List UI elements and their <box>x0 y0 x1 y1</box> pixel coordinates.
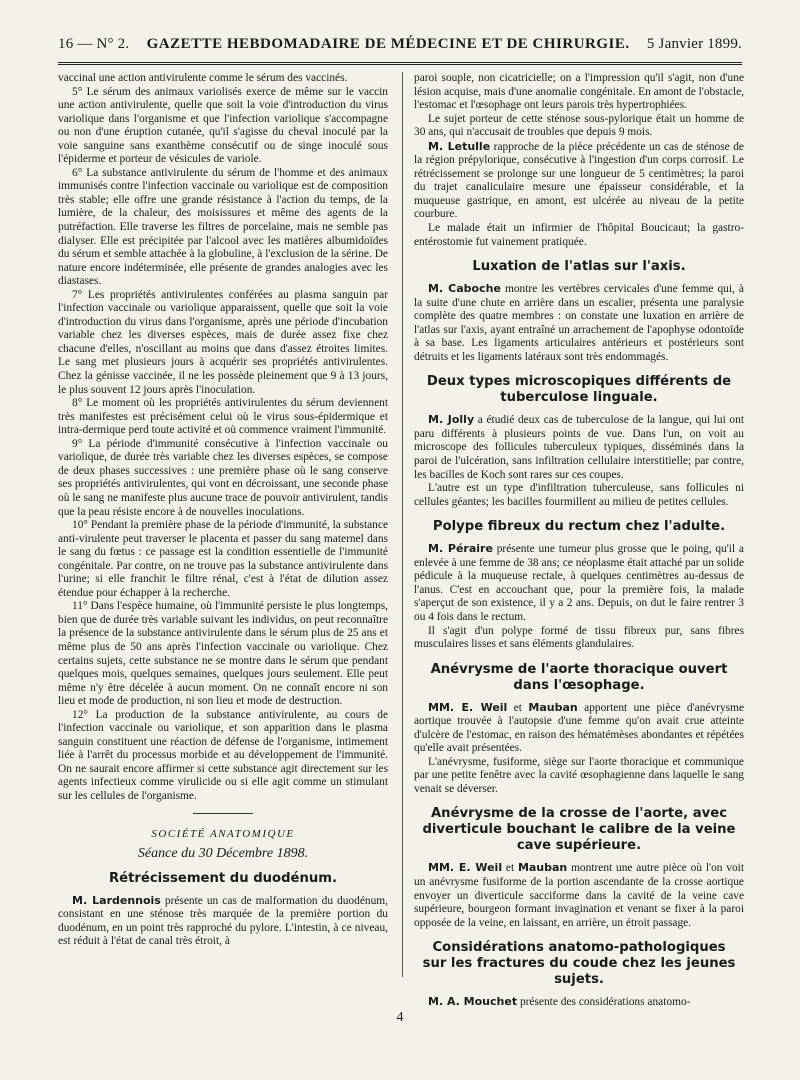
section-title-anevrysme-thoracique: Anévrysme de l'aorte thoracique ouvert dans l'œsophage. <box>430 661 728 693</box>
paragraph-duodenum: M. Lardennois présente un cas de malformation du duodénum, consistant en une sténose très marquée de la première portion du duodénum, en un point très rapproché du pylore. L'intestin, à ce niveau, est réduit à l'état de canal très étroit, à <box>58 893 388 948</box>
paragraph-7: 7° Les propriétés antivirulentes conférées au plasma sanguin par l'infection vaccinale ou variolique apparaissent, quelle que soit la voie d'introduction du virus dans l'organisme, après une période d'incubation variable chez les diverses espèces, mais de durée assez fixe chez chacune d'elles, n'oscillant au moins que dans d'assez étroites limites. Le sang met plusieurs jours à acquérir ses propriétés antivirulentes. Chez la génisse vaccinée, il ne les possède pleinement que 9 à 13 jours, le plus souvent 12 jours après l'inoculation. <box>58 288 388 396</box>
paragraph-11: 11° Dans l'espèce humaine, où l'immunité persiste le plus longtemps, bien que de durée très variable suivant les individus, on peut reconnaître la présence de la substance antivirulente dans le sérum plus de 25 ans et même plus de 50 ans après l'infection vaccinale ou variolique. Chez certains sujets, cette substance ne se montre dans le sérum que pendant quelques mois, quelques semaines, quelques jours seulement. Elle peut même n'y être décelée à aucun moment. On ne connaît encore ni son lieu et mode de production, ni son lieu et mode de destruction. <box>58 600 388 708</box>
author-name: MM. E. Weil <box>428 700 508 714</box>
column-divider <box>402 72 403 977</box>
paragraph-tuberculose-2: L'autre est un type d'infiltration tuberculeuse, sans follicules ni cellules géantes; les bacilles fourmillent au milieu de petites cellules. <box>414 482 744 508</box>
paragraph-10: 10° Pendant la première phase de la période d'immunité, la substance anti-virulente peut traverser le placenta et passer du sang maternel dans le sang du fœtus : ce passage est la condition essentielle de l'immunité congénitale. Par contre, on ne trouve pas la substance antivirulente dans l'urine; si elle franchit le filtre rénal, c'est à l'état de dilution assez étendue pour échapper à la recherche. <box>58 519 388 599</box>
section-title-atlas: Luxation de l'atlas sur l'axis. <box>472 259 686 275</box>
right-column <box>414 72 744 1027</box>
section-divider <box>193 813 253 814</box>
paragraph-tuberculose: M. Jolly a étudié deux cas de tuberculose de la langue, qui lui ont paru différents à plusieurs points de vue. Dans l'un, on voit au microscope des follicules tuberculeux typiques, disséminés dans la paroi de l'ulcération, sans infiltration cellulaire interstitielle; par contre, les bacilles de Koch sont rares sur ces coupes. <box>414 413 744 481</box>
paragraph-atlas: M. Caboche montre les vertèbres cervicales d'une femme qui, à la suite d'une chute en arrière dans un escalier, présenta une paralysie complète des quatre membres : on constate une luxation en arrière de l'atlas sur l'axis, ayant entraîné un arrachement de l'apophyse odontoïde à sa base. Les ligaments articulaires antérieurs et postérieurs sont détruits et les ligaments latéraux sont très endommagés. <box>414 282 744 363</box>
journal-title: GAZETTE HEBDOMADAIRE DE MÉDECINE ET DE CHIRURGIE. <box>146 36 630 52</box>
header-rule <box>58 62 742 65</box>
paragraph-duodenum-subject: Le sujet porteur de cette sténose sous-pylorique était un homme de 30 ans, qui n'accusait de troubles que depuis 9 mois. <box>414 112 744 139</box>
author-name: M. Caboche <box>428 282 501 296</box>
section-title-anevrysme-crosse: Anévrysme de la crosse de l'aorte, avec diverticule bouchant le calibre de la veine cave supérieure. <box>422 806 736 854</box>
paragraph-8: 8° Le moment où les propriétés antivirulentes du sérum deviennent très manifestes est précisément celui où le virus sous-épidermique et intra-dermique perd toute activité et où commence vraiment l'immunité. <box>58 397 388 437</box>
author-name: M. Lardennois <box>72 893 161 907</box>
author-name: M. Jolly <box>428 413 475 427</box>
header-page-issue: 16 — N° 2. <box>58 36 130 52</box>
section-title-tuberculose: Deux types microscopiques différents de tuberculose linguale. <box>426 374 732 406</box>
left-column <box>58 72 388 1057</box>
section-title-coude: Considérations anatomo-pathologiques sur les fractures du coude chez les jeunes sujets. <box>422 940 736 988</box>
author-name: Mauban <box>528 700 578 714</box>
society-heading: SOCIÉTÉ ANATOMIQUE <box>151 827 295 840</box>
section-title-polype: Polype fibreux du rectum chez l'adulte. <box>432 519 726 535</box>
paragraph-continued: vaccinal une action antivirulente comme le sérum des vaccinés. <box>58 72 348 84</box>
paragraph-anevrysme-2: MM. E. Weil et Mauban montrent une autre pièce où l'on voit un anévrysme fusiforme de la portion ascendante de la crosse aortique envoyer un diverticule sacciforme dans la cavité de la veine cave supérieure, bourgeon formant invagination et venant se fixer à la paroi opposée de la veine, en laissant, en arrière, un étroit passage. <box>414 861 745 929</box>
paragraph-boucicaut: Le malade était un infirmier de l'hôpital Boucicaut; la gastro-entérostomie fut vainement pratiquée. <box>414 222 744 248</box>
running-header <box>58 36 742 60</box>
paragraph-6: 6° La substance antivirulente du sérum de l'homme et des animaux immunisés contre l'infection vaccinale ou variolique est de composition très stable; elle offre une grande résistance à l'action du temps, de la lumière, de la chaleur, des moisissures et même des agents de la putréfaction. Elle traverse les filtres de porcelaine, mais ne semble pas dialyser. Elle est précipitée par l'alcool avec les matières albumidoïdes du sérum et semble attachée à la globuline, à l'exclusion de la sérine. De nature encore indéterminée, elle présente de grandes analogies avec les diastases. <box>58 166 388 288</box>
author-name: M. A. Mouchet <box>428 995 518 1009</box>
paragraph-polype-2: Il s'agit d'un polype formé de tissu fibreux pur, sans fibres musculaires lisses et sans éléments glandulaires. <box>414 624 744 651</box>
paragraph-anevrysme-1b: L'anévrysme, fusiforme, siège sur l'aorte thoracique et communique par une petite fenêtre avec la cavité œsophagienne dans laquelle le sang venait se déverser. <box>414 755 744 795</box>
paragraph-12: 12° La production de la substance antivirulente, au cours de l'infection vaccinale ou variolique, et son apparition dans le plasma sanguin constituent une réaction de défense de l'organisme, intimement liée à l'arrêt du processus morbide et au développement de l'immunité. On ne saurait encore affirmer si cette substance agit directement sur les agents infectieux comme virulicide ou si elle agit comme un stimulant sur les cellules de l'organisme. <box>58 708 388 802</box>
author-name: MM. E. Weil <box>428 861 503 875</box>
author-name: M. Péraire <box>428 542 493 556</box>
page-number: 4 <box>396 1010 404 1025</box>
section-title-duodenum: Rétrécissement du duodénum. <box>108 870 338 886</box>
header-date: 5 Janvier 1899. <box>646 36 742 52</box>
paragraph-duodenum-cont: paroi souple, non cicatricielle; on a l'impression qu'il s'agit, non d'une lésion acquise, mais d'une anomalie congénitale. En amont de l'obstacle, l'estomac et l'œsophage ont leurs parois très hypertrophiées. <box>414 72 744 112</box>
author-name: Mauban <box>517 861 568 875</box>
paragraph-9: 9° La période d'immunité consécutive à l'infection vaccinale ou variolique, de durée très variable chez les diverses espèces, se compose de deux phases successives : une première phase où le sang conserve ses propriétés antivirulentes, qui vont en décroissant, une seconde phase où le sang ne manifeste plus aucune trace de pouvoir antivirulent, tandis que la peau résiste encore à de nouvelles inoculations. <box>58 437 388 518</box>
seance-date: Séance du 30 Décembre 1898. <box>137 846 309 862</box>
paragraph-5: 5° Le sérum des animaux variolisés exerce de même sur le vaccin une action antivirulente, quelle que soit la voie d'introduction du virus variolique dans l'organisme et que l'infection variolique s'accompagne ou non d'une éruption cutanée, qu'il s'agisse du cheval inoculé par la voie sanguine sans exanthème consécutif ou de singe inoculé sous l'épiderme et porteur de vésicules de variole. <box>58 85 388 166</box>
author-name: M. Letulle <box>428 139 491 153</box>
paragraph-anevrysme-1: MM. E. Weil et Mauban apportent une pièce d'anévrysme aortique trouvée à l'autopsie d'une femme qu'on avait crue atteinte d'ulcère de l'estomac, en raison des hématémèses abondantes et répétées qu'elle avait présentées. <box>414 700 745 755</box>
paragraph-coude: M. A. Mouchet présente des considérations anatomo- <box>428 995 691 1009</box>
paragraph-letulle: M. Letulle rapproche de la pièce précédente un cas de sténose de la région prépylorique, consécutive à l'ingestion d'un corps corrosif. Le rétrécissement se prolonge sur une longueur de 5 centimètres; la paroi du trajet canaliculaire mesure une épaisseur considérable, et la muqueuse gastrique, en amont, est ulcérée au niveau de la petite courbure. <box>414 139 744 221</box>
paragraph-polype: M. Péraire présente une tumeur plus grosse que le poing, qu'il a enlevée à une femme de 38 ans; ce néoplasme était attaché par un solide pédicule à la muqueuse rectale, à quelques centimètres au-dessus de l'anus. C'est en accouchant que, pour la première fois, la malade s'aperçut de son existence, il y a 2 ans. Depuis, on dut le faire rentrer 3 ou 4 fois dans le rectum. <box>414 542 744 623</box>
